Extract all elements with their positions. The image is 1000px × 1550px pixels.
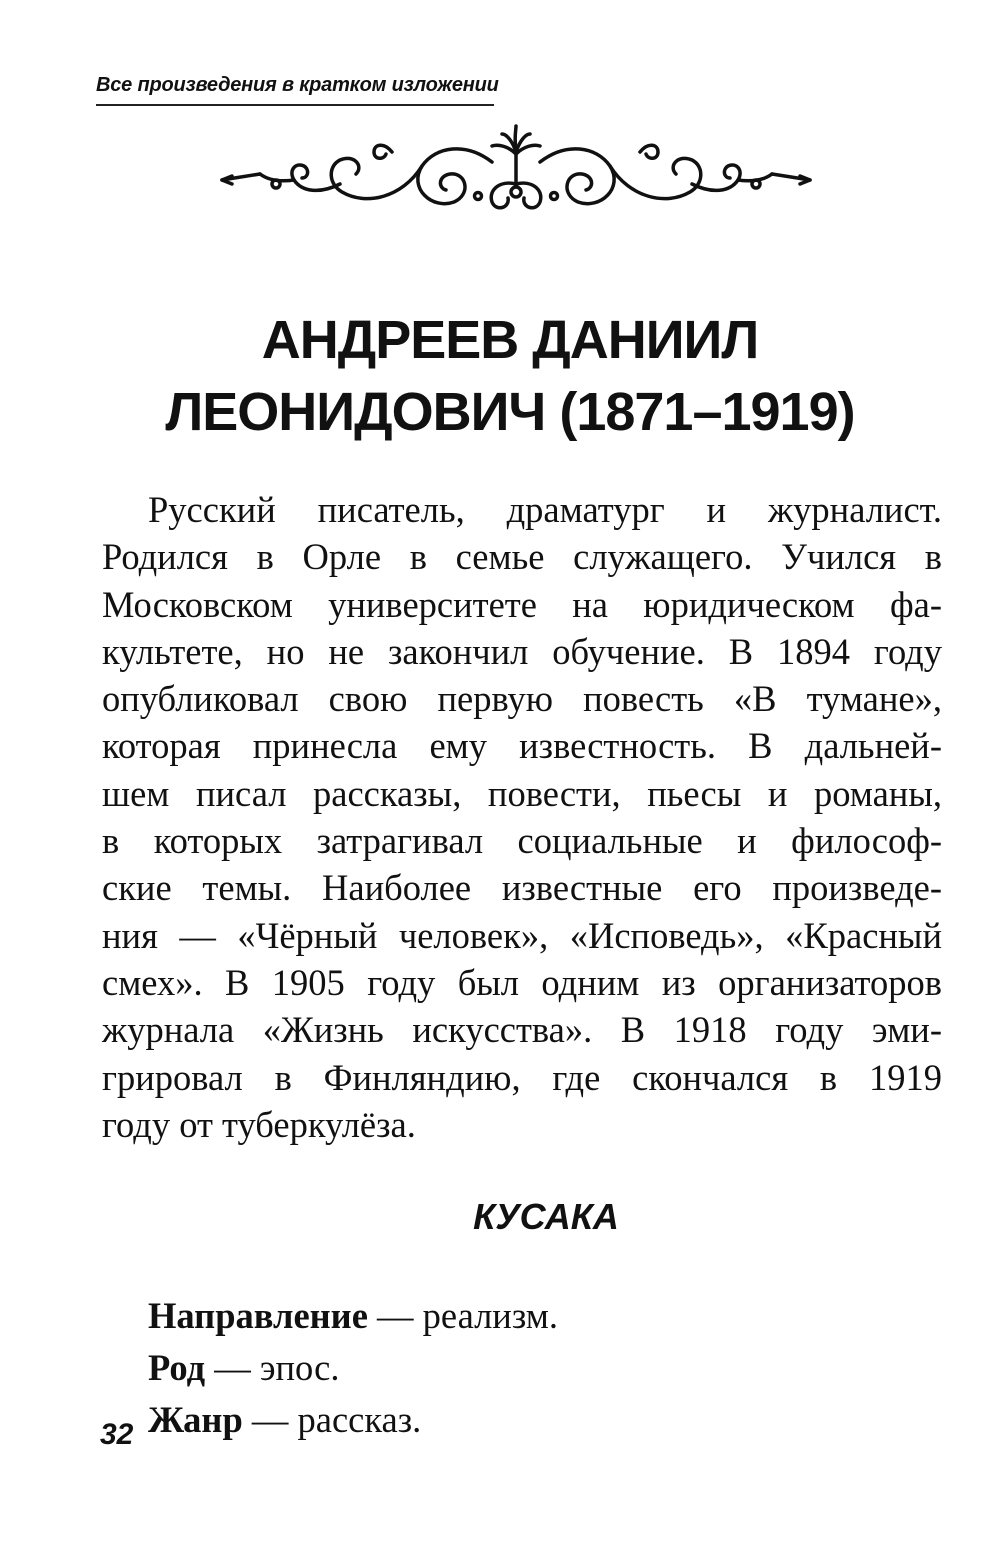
work-title: КУСАКА [473,1196,619,1237]
page-number: 32 [100,1418,134,1451]
fact-label: Жанр [148,1399,243,1440]
bio-line: Русский писатель, драматург и журналист. [148,489,942,530]
fact-value: — эпос. [205,1347,340,1388]
fact-value: — рассказ. [242,1399,422,1440]
bio-line: Родился в Орле в семье служащего. Учился в [102,536,942,578]
bio-line: шем писал рассказы, повести, пьесы и романы, [102,772,942,814]
author-heading-line-1: АНДРЕЕВ ДАНИИЛ [261,310,759,370]
author-heading-line-2: ЛЕОНИДОВИЧ (1871–1919) [165,382,855,442]
bio-line: которая принесла ему известность. В дальней- [102,725,942,767]
fact-value: — реализм. [367,1295,558,1336]
bio-line: в которых затрагивал социальные и философ- [102,820,942,862]
bio-line: смех». В 1905 году был одним из организаторов [102,961,942,1003]
running-head: Все произведения в кратком изложении [96,74,499,96]
bio-line: журнала «Жизнь искусства». В 1918 году эми- [102,1009,942,1051]
bio-line: ские темы. Наиболее известные его произведе- [102,867,942,909]
bio-line: Московском университете на юридическом фа- [102,583,942,625]
running-head-rule [96,104,494,106]
author-heading [100,304,920,448]
fact-kind [148,1342,558,1394]
author-biography [102,486,942,1148]
bio-line: культете, но не закончил обучение. В 1894 году [102,630,942,672]
work-facts [148,1290,558,1446]
decorative-scroll-ornament-icon [216,122,816,222]
fact-genre [148,1394,558,1446]
bio-line: грировал в Финляндию, где скончался в 1919 [102,1056,942,1098]
bio-line: опубликовал свою первую повесть «В тумане», [102,678,942,720]
bio-line: ния — «Чёрный человек», «Исповедь», «Красный [102,914,942,956]
fact-label: Род [148,1347,206,1388]
fact-label: Направление [148,1295,368,1336]
bio-line: году от туберкулёза. [102,1103,416,1145]
fact-direction [148,1290,558,1342]
